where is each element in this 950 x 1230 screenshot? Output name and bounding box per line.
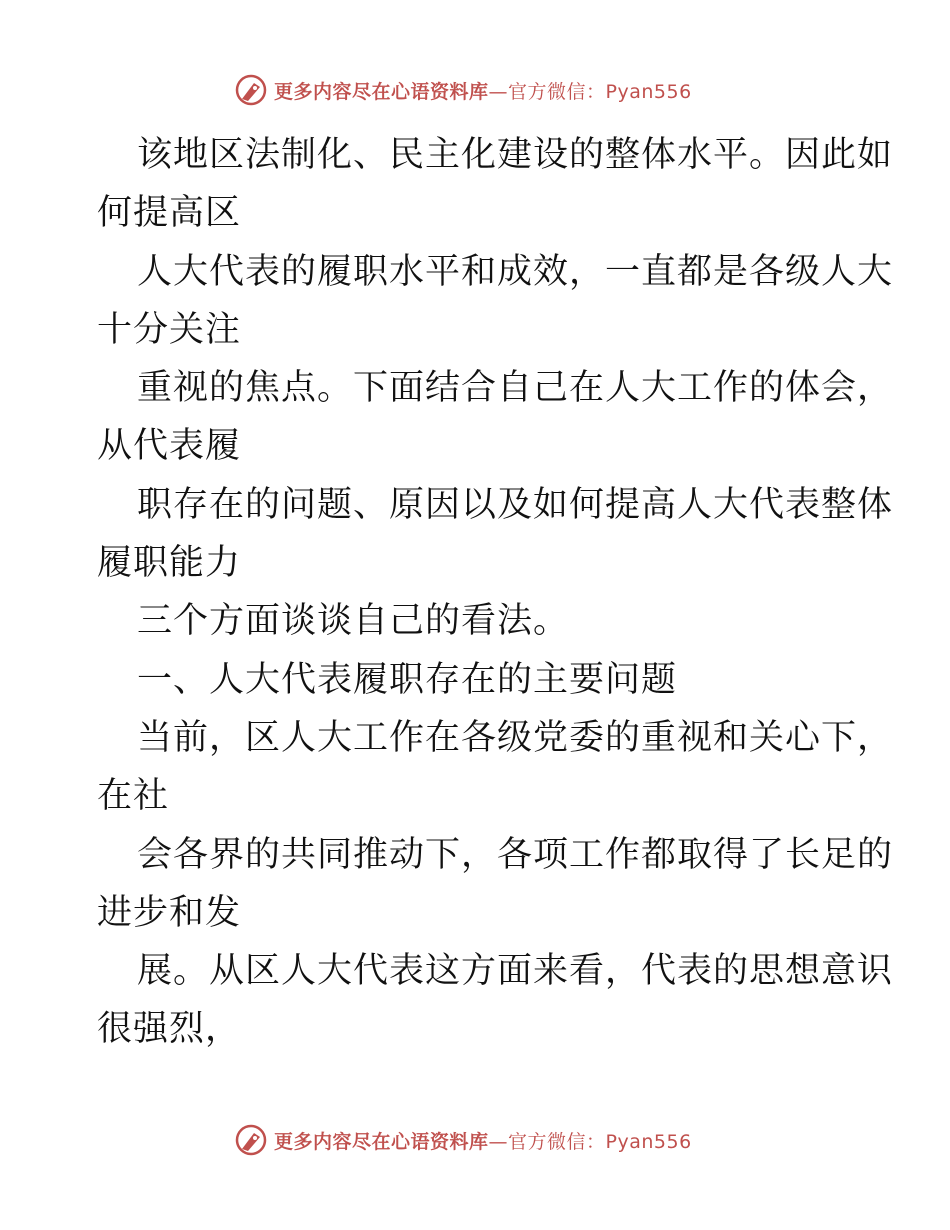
body-line: 十分关注 bbox=[97, 309, 242, 350]
body-line: 展。从区人大代表这方面来看，代表的思想意识 bbox=[137, 951, 894, 992]
body-line: 何提高区 bbox=[97, 193, 242, 234]
banner-tail-text: 官方微信：Pyan556 bbox=[508, 1130, 692, 1153]
banner-text bbox=[274, 1127, 692, 1154]
banner-main-text: 更多内容尽在心语资料库 bbox=[274, 1130, 489, 1153]
body-line: 该地区法制化、民主化建设的整体水平。因此如 bbox=[137, 135, 894, 175]
banner-separator: — bbox=[488, 1130, 509, 1153]
body-line: 履职能力 bbox=[97, 543, 242, 584]
body-line: 从代表履 bbox=[97, 426, 242, 467]
header-banner bbox=[234, 70, 692, 110]
body-line: 在社 bbox=[97, 776, 170, 817]
pen-nib-circle-icon bbox=[234, 1123, 268, 1157]
banner-main-text: 更多内容尽在心语资料库 bbox=[274, 80, 489, 103]
document-body bbox=[97, 126, 894, 1059]
banner-tail-text: 官方微信：Pyan556 bbox=[508, 80, 692, 103]
body-line: 很强烈， bbox=[97, 1009, 242, 1050]
pen-nib-circle-icon bbox=[234, 73, 268, 107]
body-line: 人大代表的履职水平和成效，一直都是各级人大 bbox=[137, 251, 894, 292]
banner-text bbox=[274, 77, 692, 104]
body-line: 会各界的共同推动下，各项工作都取得了长足的 bbox=[137, 834, 894, 875]
banner-separator: — bbox=[488, 80, 509, 103]
body-line: 职存在的问题、原因以及如何提高人大代表整体 bbox=[137, 484, 894, 525]
body-line: 进步和发 bbox=[97, 892, 242, 933]
body-line: 重视的焦点。下面结合自己在人大工作的体会， bbox=[137, 368, 894, 409]
body-line: 三个方面谈谈自己的看法。 bbox=[137, 601, 570, 642]
section-heading: 一、人大代表履职存在的主要问题 bbox=[137, 659, 678, 700]
footer-banner bbox=[234, 1120, 692, 1160]
body-line: 当前，区人大工作在各级党委的重视和关心下， bbox=[137, 717, 894, 758]
